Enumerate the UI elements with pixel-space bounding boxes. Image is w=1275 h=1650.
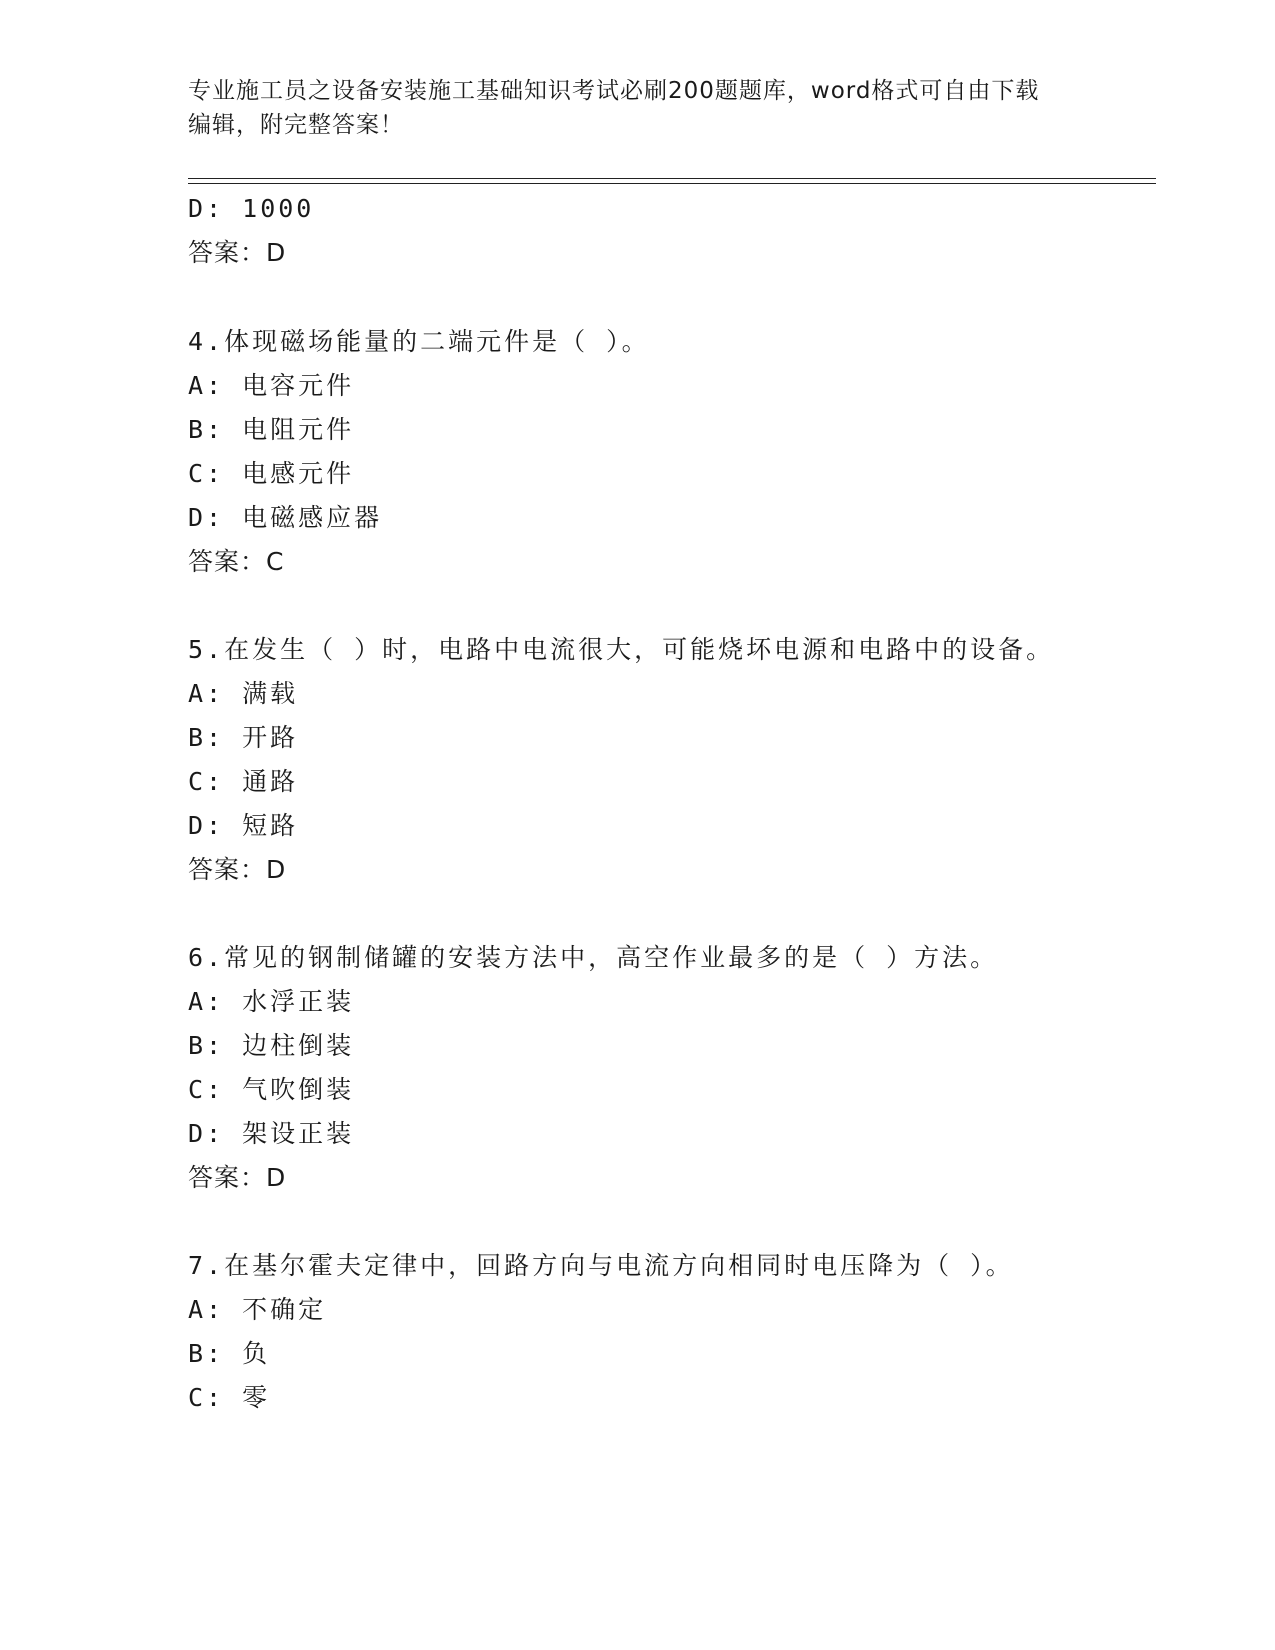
- question-7-option-b: B: 负: [188, 1339, 271, 1368]
- question-5-answer: 答案：D: [188, 855, 287, 884]
- question-7-option-c: C: 零: [188, 1383, 271, 1412]
- question-5-stem: 5.在发生（ ）时，电路中电流很大，可能烧坏电源和电路中的设备。: [188, 635, 1055, 664]
- question-6-option-a: A: 水浮正装: [188, 987, 355, 1016]
- question-6-option-b: B: 边柱倒装: [188, 1031, 355, 1060]
- prev-answer: 答案：D: [188, 238, 287, 267]
- question-5-option-d: D: 短路: [188, 811, 299, 840]
- question-4-answer: 答案：C: [188, 547, 285, 576]
- prev-option-d: D: 1000: [188, 194, 315, 223]
- header-divider-bottom: [188, 183, 1156, 184]
- header-divider-top: [188, 178, 1156, 179]
- question-6-answer: 答案：D: [188, 1163, 287, 1192]
- question-5-option-b: B: 开路: [188, 723, 299, 752]
- header-line-1: 专业施工员之设备安装施工基础知识考试必刷200题题库，word格式可自由下载: [188, 78, 1040, 104]
- question-4-option-b: B: 电阻元件: [188, 415, 355, 444]
- question-7-option-a: A: 不确定: [188, 1295, 327, 1324]
- question-6-option-d: D: 架设正装: [188, 1119, 355, 1148]
- question-4-option-a: A: 电容元件: [188, 371, 355, 400]
- question-6-stem: 6.常见的钢制储罐的安装方法中，高空作业最多的是（ ）方法。: [188, 943, 999, 972]
- question-5-option-c: C: 通路: [188, 767, 299, 796]
- header-line-2: 编辑，附完整答案！: [188, 112, 404, 138]
- question-7-stem: 7.在基尔霍夫定律中，回路方向与电流方向相同时电压降为（ ）。: [188, 1251, 1014, 1280]
- document-header: [188, 74, 1088, 142]
- question-5-option-a: A: 满载: [188, 679, 299, 708]
- question-4-stem: 4.体现磁场能量的二端元件是（ ）。: [188, 327, 650, 356]
- question-4-option-c: C: 电感元件: [188, 459, 355, 488]
- question-4-option-d: D: 电磁感应器: [188, 503, 383, 532]
- question-6-option-c: C: 气吹倒装: [188, 1075, 355, 1104]
